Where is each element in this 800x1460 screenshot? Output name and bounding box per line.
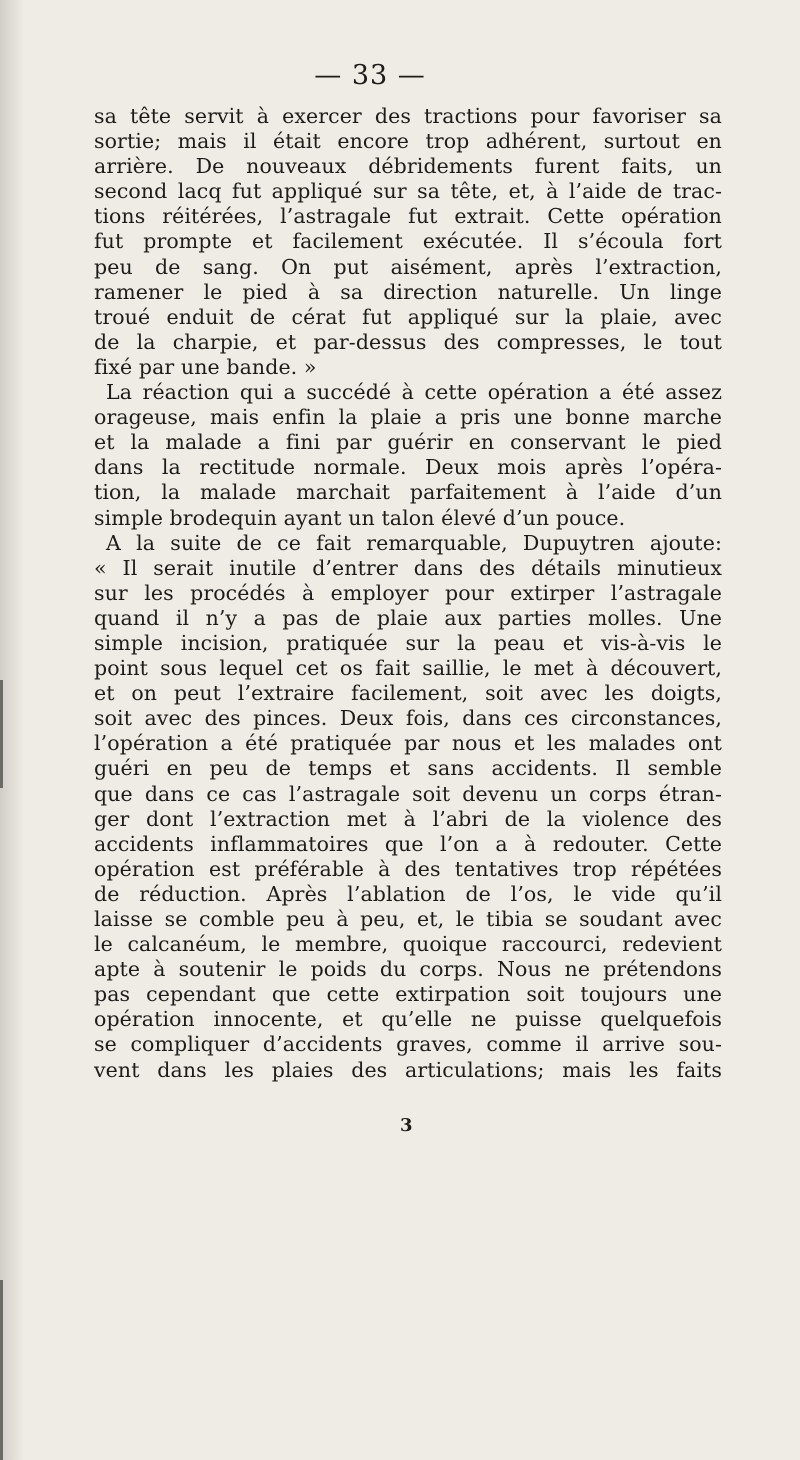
text-line: de la charpie, et par-dessus des compresses, le tout: [94, 329, 722, 354]
text-line: La réaction qui a succédé à cette opération a été assez: [106, 380, 722, 405]
text-line: quand il n’y a pas de plaie aux parties molles. Une: [94, 605, 722, 630]
text-line: « Il serait inutile d’entrer dans des détails minutieux: [94, 555, 722, 580]
text-line: le calcanéum, le membre, quoique raccourci, redevient: [94, 932, 722, 957]
text-line: tions réitérées, l’astragale fut extrait. Cette opération: [94, 204, 722, 229]
text-line: que dans ce cas l’astragale soit devenu un corps étran-: [94, 781, 722, 806]
text-line: peu de sang. On put aisément, après l’extraction,: [94, 254, 722, 279]
text-line: pas cependant que cette extirpation soit toujours une: [94, 982, 722, 1007]
text-line: simple incision, pratiquée sur la peau et vis-à-vis le: [94, 630, 722, 655]
text-line: apte à soutenir le poids du corps. Nous ne prétendons: [94, 957, 722, 982]
text-line: ramener le pied à sa direction naturelle. Un linge: [94, 279, 722, 304]
text-line: se compliquer d’accidents graves, comme il arrive sou-: [94, 1032, 722, 1057]
text-line: point sous lequel cet os fait saillie, le met à découvert,: [94, 656, 722, 681]
text-line: sur les procédés à employer pour extirper l’astragale: [94, 580, 722, 605]
text-line: tion, la malade marchait parfaitement à l’aide d’un: [94, 480, 722, 505]
text-line: accidents inflammatoires que l’on a à redouter. Cette: [94, 831, 722, 856]
text-line: simple brodequin ayant un talon élevé d’un pouce.: [94, 505, 626, 530]
text-line: sortie; mais il était encore trop adhérent, surtout en: [94, 129, 722, 154]
text-line: orageuse, mais enfin la plaie a pris une bonne marche: [94, 405, 722, 430]
text-line: fixé par une bande. »: [94, 354, 317, 379]
text-line: ger dont l’extraction met à l’abri de la violence des: [94, 806, 722, 831]
text-line: A la suite de ce fait remarquable, Dupuytren ajoute:: [106, 530, 722, 555]
text-line: de réduction. Après l’ablation de l’os, le vide qu’il: [94, 881, 722, 906]
margin-mark: [0, 680, 3, 788]
text-line: laisse se comble peu à peu, et, le tibia se soudant avec: [94, 907, 722, 931]
text-line: arrière. De nouveaux débridements furent faits, un: [94, 154, 722, 179]
text-line: soit avec des pinces. Deux fois, dans ces circonstances,: [94, 706, 722, 731]
text-line: second lacq fut appliqué sur sa tête, et, à l’aide de trac-: [94, 179, 722, 204]
text-line: dans la rectitude normale. Deux mois après l’opéra-: [94, 455, 722, 480]
text-line: et la malade a fini par guérir en conservant le pied: [94, 430, 722, 455]
body-text: [94, 104, 722, 1083]
text-line: et on peut l’extraire facilement, soit avec les doigts,: [94, 681, 722, 706]
page-edge-shadow: [0, 0, 24, 1460]
text-line: l’opération a été pratiquée par nous et les malades ont: [94, 731, 722, 756]
text-line: opération est préférable à des tentatives trop répétées: [94, 856, 722, 881]
text-line: fut prompte et facilement exécutée. Il s’écoula fort: [94, 229, 722, 254]
text-line: sa tête servit à exercer des tractions pour favoriser sa: [94, 104, 722, 128]
text-line: opération innocente, et qu’elle ne puisse quelquefois: [94, 1007, 722, 1032]
page-number-header: — 33 —: [314, 60, 426, 91]
text-line: vent dans les plaies des articulations; mais les faits: [94, 1057, 722, 1082]
text-line: troué enduit de cérat fut appliqué sur la plaie, avec: [94, 304, 722, 329]
signature-mark: 3: [400, 1115, 413, 1136]
text-line: guéri en peu de temps et sans accidents. Il semble: [94, 756, 722, 781]
margin-mark: [0, 1280, 3, 1460]
